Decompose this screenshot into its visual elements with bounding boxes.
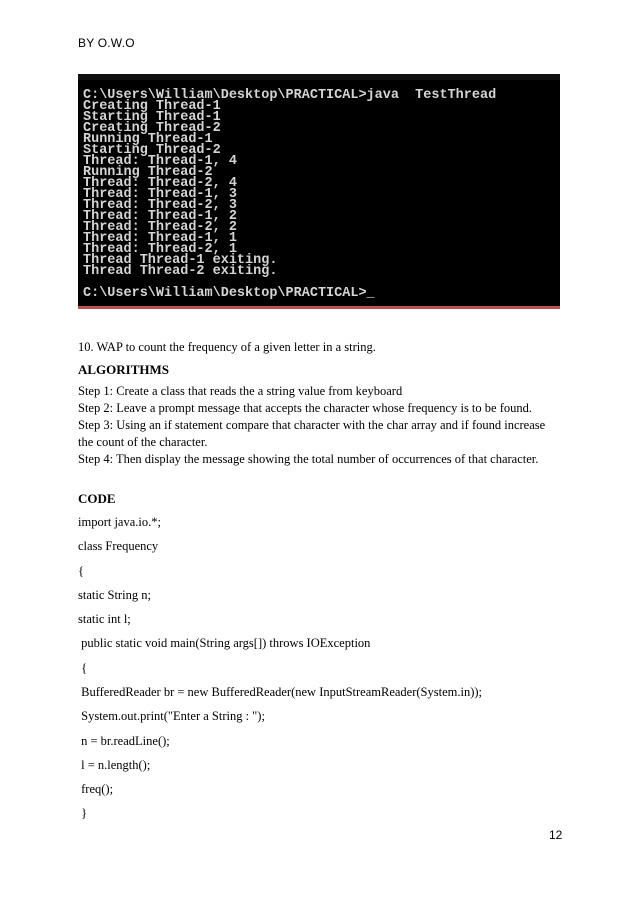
console-line: Thread: Thread-2, 2 <box>83 220 237 235</box>
console-line: Running Thread-1 <box>83 132 213 147</box>
console-line: Thread: Thread-1, 2 <box>83 209 237 224</box>
code-line: import java.io.*; <box>78 515 161 529</box>
code-line: } <box>78 806 88 820</box>
code-line: public static void main(String args[]) throws IOException <box>78 636 371 650</box>
console-line: Thread Thread-1 exiting. <box>83 253 278 268</box>
console-prompt-line: C:\Users\William\Desktop\PRACTICAL>_ <box>83 286 375 301</box>
question-text: 10. WAP to count the frequency of a given letter in a string. <box>78 340 376 354</box>
page-number: 12 <box>549 828 563 842</box>
algorithm-heading: ALGORITHMS <box>78 362 170 377</box>
code-line: freq(); <box>78 782 114 796</box>
code-line: static String n; <box>78 588 151 602</box>
code-line: class Frequency <box>78 539 159 553</box>
algorithm-step: Step 3: Using an if statement compare that character with the char array and if found increase <box>78 418 546 432</box>
console-line: Running Thread-2 <box>83 165 213 180</box>
console-line: Creating Thread-2 <box>83 121 221 136</box>
console-line: Thread: Thread-1, 1 <box>83 231 237 246</box>
algorithm-step: Step 4: Then display the message showing the total number of occurrences of that character. <box>78 452 539 466</box>
code-line: System.out.print("Enter a String : "); <box>78 709 265 723</box>
console-line: Creating Thread-1 <box>83 99 221 114</box>
algorithm-step: Step 2: Leave a prompt message that accepts the character whose frequency is to be found. <box>78 401 532 415</box>
algorithm-step-continuation: the count of the character. <box>78 435 208 449</box>
console-line: C:\Users\William\Desktop\PRACTICAL>java TestThread <box>83 88 497 103</box>
console-line: Thread: Thread-2, 4 <box>83 176 237 191</box>
console-line: Thread: Thread-2, 3 <box>83 198 237 213</box>
code-line: BufferedReader br = new BufferedReader(new InputStreamReader(System.in)); <box>78 685 483 699</box>
console-line: Thread Thread-2 exiting. <box>83 264 278 279</box>
console-line: Starting Thread-1 <box>83 110 221 125</box>
console-line: Thread: Thread-1, 4 <box>83 154 237 169</box>
page-header-author: BY O.W.O <box>78 36 135 50</box>
code-heading: CODE <box>78 491 116 506</box>
console-line: Starting Thread-2 <box>83 143 221 158</box>
code-line: static int l; <box>78 612 131 626</box>
console-top-edge <box>78 74 560 80</box>
code-line: l = n.length(); <box>78 758 151 772</box>
console-line: Thread: Thread-1, 3 <box>83 187 237 202</box>
algorithm-step: Step 1: Create a class that reads the a string value from keyboard <box>78 384 403 398</box>
code-line: n = br.readLine(); <box>78 734 170 748</box>
console-screenshot <box>78 74 560 309</box>
code-line: { <box>78 661 88 675</box>
console-line: Thread: Thread-2, 1 <box>83 242 237 257</box>
code-line: { <box>78 564 84 578</box>
